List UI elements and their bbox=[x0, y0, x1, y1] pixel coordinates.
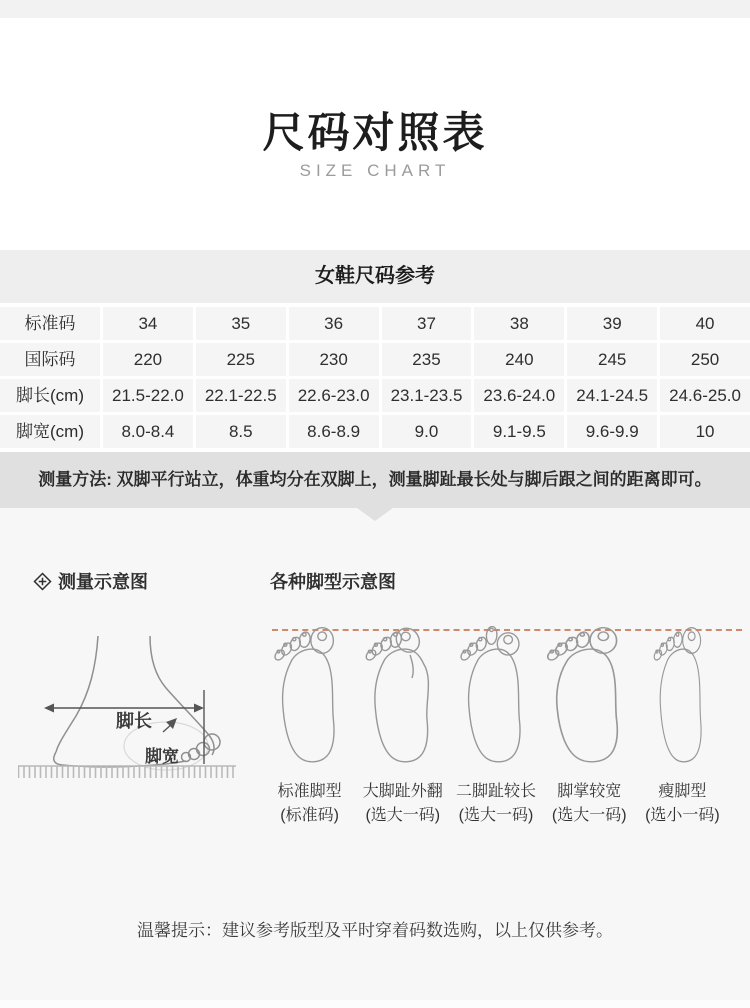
long-second-toe-foot-illustration bbox=[457, 626, 535, 771]
table-cell: 22.1-22.5 bbox=[196, 379, 286, 412]
table-cell: 8.5 bbox=[196, 415, 286, 448]
foot-types-title: 各种脚型示意图 bbox=[270, 572, 396, 592]
table-row-label: 脚长(cm) bbox=[0, 379, 100, 412]
top-divider-strip bbox=[0, 0, 750, 18]
table-cell: 9.1-9.5 bbox=[474, 415, 564, 448]
table-cell: 37 bbox=[382, 307, 472, 340]
foot-type-name: 标准脚型 bbox=[277, 783, 342, 800]
foot-type-advice: (标准码) bbox=[280, 807, 339, 824]
table-cell: 34 bbox=[103, 307, 193, 340]
page-title: 尺码对照表 bbox=[262, 109, 488, 156]
table-row-label: 标准码 bbox=[0, 307, 100, 340]
table-row-label: 脚宽(cm) bbox=[0, 415, 100, 448]
table-cell: 8.6-8.9 bbox=[289, 415, 379, 448]
foot-type-advice: (选大一码) bbox=[551, 807, 627, 824]
size-table bbox=[0, 303, 750, 448]
table-row-label: 国际码 bbox=[0, 343, 100, 376]
standard-foot-illustration bbox=[271, 626, 349, 771]
table-cell: 36 bbox=[289, 307, 379, 340]
table-cell: 220 bbox=[103, 343, 193, 376]
foot-type-name: 脚掌较宽 bbox=[557, 783, 622, 800]
diamond-plus-icon bbox=[33, 572, 52, 591]
table-cell: 39 bbox=[567, 307, 657, 340]
foot-type-standard bbox=[263, 626, 356, 828]
table-cell: 21.5-22.0 bbox=[103, 379, 193, 412]
foot-type-long-second-toe bbox=[449, 626, 542, 828]
friendly-reminder: 温馨提示：建议参考版型及平时穿着码数选购，以上仅供参考。 bbox=[137, 921, 613, 940]
page-subtitle: SIZE CHART bbox=[299, 161, 451, 180]
table-cell: 8.0-8.4 bbox=[103, 415, 193, 448]
notch-triangle bbox=[357, 508, 393, 521]
table-cell: 240 bbox=[474, 343, 564, 376]
foot-type-valgus bbox=[356, 626, 449, 828]
foot-type-wide bbox=[543, 626, 636, 828]
table-cell: 35 bbox=[196, 307, 286, 340]
foot-type-name: 大脚趾外翻 bbox=[362, 783, 443, 800]
table-cell: 235 bbox=[382, 343, 472, 376]
foot-length-label: 脚长 bbox=[116, 711, 152, 731]
table-cell: 9.0 bbox=[382, 415, 472, 448]
table-cell: 40 bbox=[660, 307, 750, 340]
table-cell: 230 bbox=[289, 343, 379, 376]
measure-diagram-title: 测量示意图 bbox=[58, 572, 148, 592]
thin-foot-illustration bbox=[651, 626, 713, 771]
foot-type-advice: (选大一码) bbox=[365, 807, 441, 824]
table-cell: 10 bbox=[660, 415, 750, 448]
foot-type-name: 二脚趾较长 bbox=[456, 783, 537, 800]
table-cell: 225 bbox=[196, 343, 286, 376]
table-cell: 250 bbox=[660, 343, 750, 376]
bottom-divider-strip bbox=[0, 1000, 750, 1008]
table-cell: 24.1-24.5 bbox=[567, 379, 657, 412]
foot-type-thin bbox=[636, 626, 729, 828]
foot-types-heading bbox=[270, 568, 396, 594]
table-cell: 9.6-9.9 bbox=[567, 415, 657, 448]
table-cell: 245 bbox=[567, 343, 657, 376]
table-cell: 24.6-25.0 bbox=[660, 379, 750, 412]
foot-measurement-illustration bbox=[16, 628, 240, 780]
wide-foot-illustration bbox=[543, 626, 635, 771]
foot-type-name: 瘦脚型 bbox=[658, 783, 707, 800]
measure-diagram-heading bbox=[33, 568, 148, 594]
foot-type-advice: (选大一码) bbox=[458, 807, 534, 824]
table-cell: 22.6-23.0 bbox=[289, 379, 379, 412]
foot-width-label: 脚宽 bbox=[145, 747, 179, 766]
table-cell: 23.1-23.5 bbox=[382, 379, 472, 412]
foot-type-advice: (选小一码) bbox=[645, 807, 720, 824]
table-title: 女鞋尺码参考 bbox=[0, 250, 750, 303]
table-cell: 23.6-24.0 bbox=[474, 379, 564, 412]
foot-types-row bbox=[263, 626, 729, 828]
valgus-foot-illustration bbox=[363, 626, 443, 771]
table-cell: 38 bbox=[474, 307, 564, 340]
measure-method-note: 测量方法: 双脚平行站立，体重均分在双脚上，测量脚趾最长处与脚后跟之间的距离即可。 bbox=[0, 452, 750, 508]
